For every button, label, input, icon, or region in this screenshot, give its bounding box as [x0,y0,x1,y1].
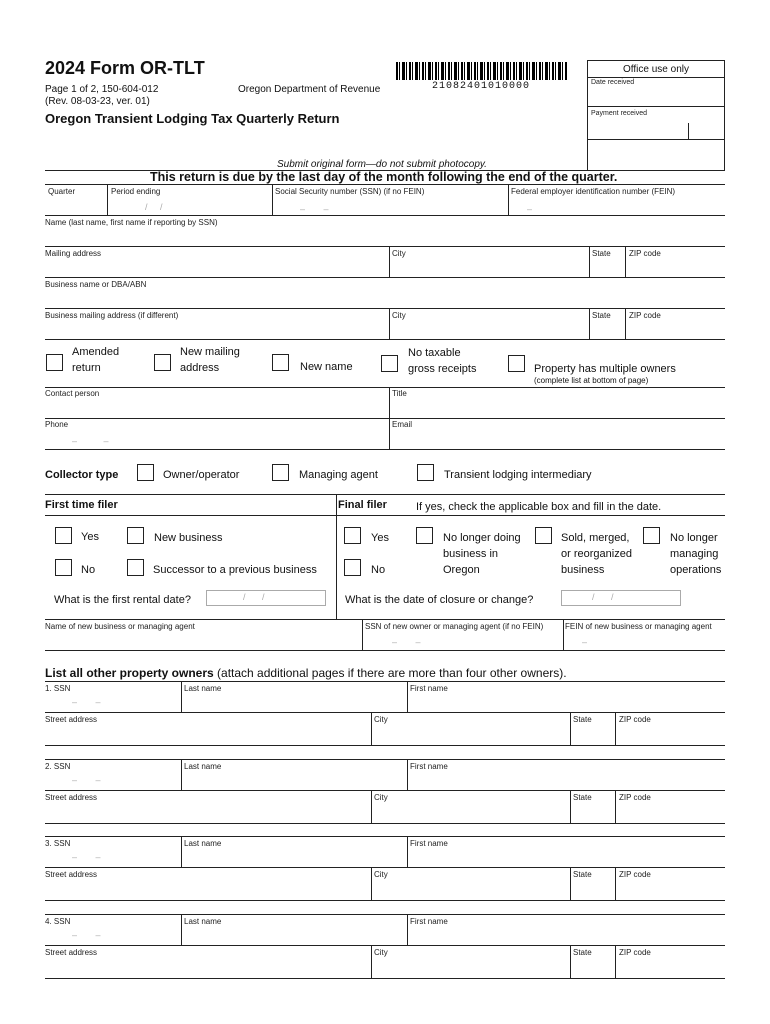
owner-first-name-input[interactable] [410,927,725,945]
owner-last-name-label: Last name [184,761,222,771]
new-mailing-address-checkbox[interactable] [154,354,171,371]
successor-checkbox[interactable] [127,559,144,576]
business-zip-label: ZIP code [629,311,661,320]
multiple-owners-note: (complete list at bottom of page) [534,376,649,385]
owner-street-input[interactable] [45,803,370,823]
final-filer-label: Final filer [338,499,387,511]
new-agent-ssn-label: SSN of new owner or managing agent (if no FEIN) [365,622,544,631]
owner-street-label: Street address [45,715,98,724]
email-input[interactable] [392,430,725,448]
title-label: Title [392,389,407,398]
owner-last-name-input[interactable] [184,772,406,790]
period-ending-input[interactable]: / / [145,202,163,212]
business-name-input[interactable] [45,290,725,308]
multiple-owners-label: Property has multiple owners [534,363,676,375]
owner-street-label: Street address [45,947,98,957]
no-longer-business-label: No longer doing [443,532,521,544]
successor-label: Successor to a previous business [153,564,317,576]
new-agent-fein-input[interactable]: – [582,637,588,647]
owner-first-name-label: First name [410,916,448,926]
owner-first-name-label: First name [410,761,448,771]
new-agent-name-label: Name of new business or managing agent [45,622,195,631]
barcode [396,62,568,80]
lodging-intermediary-label: Transient lodging intermediary [444,469,592,481]
no-longer-managing-label: No longer [670,532,718,544]
owner-city-label: City [374,870,388,879]
office-use-title: Office use only [623,64,689,75]
phone-input[interactable]: – – [72,436,109,446]
business-state-label: State [592,311,611,320]
owner-ssn-label: 3. SSN [45,839,71,848]
business-name-label: Business name or DBA/ABN [45,280,147,289]
owner-street-label: Street address [45,870,98,879]
phone-label: Phone [45,420,69,429]
agency-name: Oregon Department of Revenue [238,84,381,95]
new-agent-name-input[interactable] [45,632,360,650]
owner-zip-label: ZIP code [619,715,651,724]
lodging-intermediary-checkbox[interactable] [417,464,434,481]
final-yes-checkbox[interactable] [344,527,361,544]
no-taxable-label-2: gross receipts [408,363,477,375]
revision: (Rev. 08-03-23, ver. 01) [45,96,150,107]
managing-agent-checkbox[interactable] [272,464,289,481]
contact-person-label: Contact person [45,389,100,398]
no-longer-managing-label-2: managing [670,548,719,560]
owner-state-label: State [573,792,592,802]
owner-city-label: City [374,947,388,957]
payment-received-label: Payment received [591,110,648,117]
owner-last-name-input[interactable] [184,849,406,867]
new-name-label: New name [300,361,353,373]
ssn-label: Social Security number (SSN) (if no FEIN) [275,187,425,196]
new-name-checkbox[interactable] [272,354,289,371]
mailing-address-input[interactable] [45,259,389,277]
sold-merged-label-2: or reorganized [561,548,632,560]
state-label: State [592,249,611,258]
sold-merged-checkbox[interactable] [535,527,552,544]
first-time-filer-label: First time filer [45,499,118,511]
barcode-number: 21082401010000 [432,81,531,92]
submit-original-note: Submit original form—do not submit photocopy. [277,159,487,170]
owner-street-input[interactable] [45,725,370,745]
name-label: Name (last name, first name if reporting by SSN) [45,218,218,227]
no-longer-managing-checkbox[interactable] [643,527,660,544]
new-business-label: New business [154,532,223,544]
owner-city-input[interactable] [374,803,569,823]
owner-street-input[interactable] [45,958,370,978]
owner-city-input[interactable] [374,958,569,978]
no-longer-business-label-2: business in [443,548,499,560]
owner-state-label: State [573,715,592,724]
owners-heading-bold: List all other property owners [45,666,214,680]
owner-last-name-label: Last name [184,839,222,848]
sold-merged-label-3: business [561,564,605,576]
owner-ssn-label: 4. SSN [45,916,71,926]
no-taxable-label: No taxable [408,347,461,359]
owner-street-label: Street address [45,792,98,802]
business-mailing-input[interactable] [45,321,389,339]
city-label: City [392,249,406,258]
title-input[interactable] [392,399,725,417]
fein-label: Federal employer identification number (FEIN) [511,187,676,196]
owner-ssn-input[interactable]: – – [72,852,101,862]
amended-return-label-2: return [72,362,101,374]
contact-person-input[interactable] [45,399,389,417]
owner-last-name-input[interactable] [184,694,406,712]
owner-zip-label: ZIP code [619,870,651,879]
collector-type-label: Collector type [45,469,119,481]
return-title: Oregon Transient Lodging Tax Quarterly Return [45,111,340,126]
due-notice: This return is due by the last day of the month following the end of the quarter. [150,170,618,184]
owner-operator-label: Owner/operator [163,469,240,481]
email-label: Email [392,420,413,429]
managing-agent-label: Managing agent [299,469,378,481]
zip-label: ZIP code [629,249,661,258]
first-time-no-checkbox[interactable] [55,559,72,576]
date-received-label: Date received [591,79,635,86]
owner-street-input[interactable] [45,880,370,900]
no-longer-business-label-3: Oregon [443,564,480,576]
owner-first-name-input[interactable] [410,694,725,712]
owner-ssn-input[interactable]: – – [72,697,101,707]
final-filer-instruction: If yes, check the applicable box and fill in the date. [416,501,662,513]
sold-merged-label: Sold, merged, [561,532,630,544]
period-ending-label: Period ending [111,187,161,196]
owner-zip-label: ZIP code [619,947,651,957]
name-input[interactable] [45,228,725,246]
final-yes-label: Yes [371,532,389,544]
final-no-checkbox[interactable] [344,559,361,576]
owner-zip-label: ZIP code [619,792,651,802]
first-rental-date-input[interactable]: / / [206,590,326,606]
owner-ssn-input[interactable]: – – [72,774,101,785]
new-agent-fein-label: FEIN of new business or managing agent [565,622,712,631]
new-agent-ssn-input[interactable]: – – [392,637,421,647]
owner-state-label: State [573,870,592,879]
quarter-label: Quarter [48,187,76,196]
owner-state-label: State [573,947,592,957]
no-longer-business-checkbox[interactable] [416,527,433,544]
new-business-checkbox[interactable] [127,527,144,544]
ssn-input[interactable]: – – [300,204,329,214]
final-no-label: No [371,564,386,576]
first-time-no-label: No [81,564,96,576]
owner-city-label: City [374,715,388,724]
owner-city-input[interactable] [374,725,569,745]
new-mailing-label: New mailing [180,346,240,358]
owner-operator-checkbox[interactable] [137,464,154,481]
closure-question: What is the date of closure or change? [345,594,534,606]
owner-last-name-label: Last name [184,916,222,926]
owner-last-name-label: Last name [184,684,222,693]
form-title: 2024 Form OR-TLT [45,58,205,78]
owner-last-name-input[interactable] [184,927,406,945]
owner-first-name-input[interactable] [410,772,725,790]
first-rental-question: What is the first rental date? [54,594,191,606]
owner-ssn-label: 2. SSN [45,761,71,771]
page-info: Page 1 of 2, 150-604-012 [45,84,159,95]
no-taxable-receipts-checkbox[interactable] [381,355,398,372]
fein-input[interactable]: – [527,204,533,214]
amended-return-checkbox[interactable] [46,354,63,371]
owner-first-name-input[interactable] [410,849,725,867]
new-mailing-label-2: address [180,362,220,374]
owner-city-label: City [374,792,388,802]
business-mailing-label: Business mailing address (if different) [45,311,179,320]
amended-return-label: Amended [72,346,120,358]
no-longer-managing-label-3: operations [670,564,722,576]
first-time-yes-label: Yes [81,531,99,543]
office-use-box [587,60,725,171]
closure-date-input[interactable]: / / [561,590,681,606]
first-time-yes-checkbox[interactable] [55,527,72,544]
multiple-owners-checkbox[interactable] [508,355,525,372]
owner-ssn-label: 1. SSN [45,684,71,693]
owner-first-name-label: First name [410,839,448,848]
owners-heading [45,666,567,680]
owner-city-input[interactable] [374,880,569,900]
mailing-address-label: Mailing address [45,249,102,258]
owners-heading-rest: (attach additional pages if there are more than four other owners). [213,666,567,680]
owner-first-name-label: First name [410,684,448,693]
owner-ssn-input[interactable]: – – [72,929,101,940]
city-input[interactable] [392,259,587,277]
business-city-label: City [392,311,406,320]
